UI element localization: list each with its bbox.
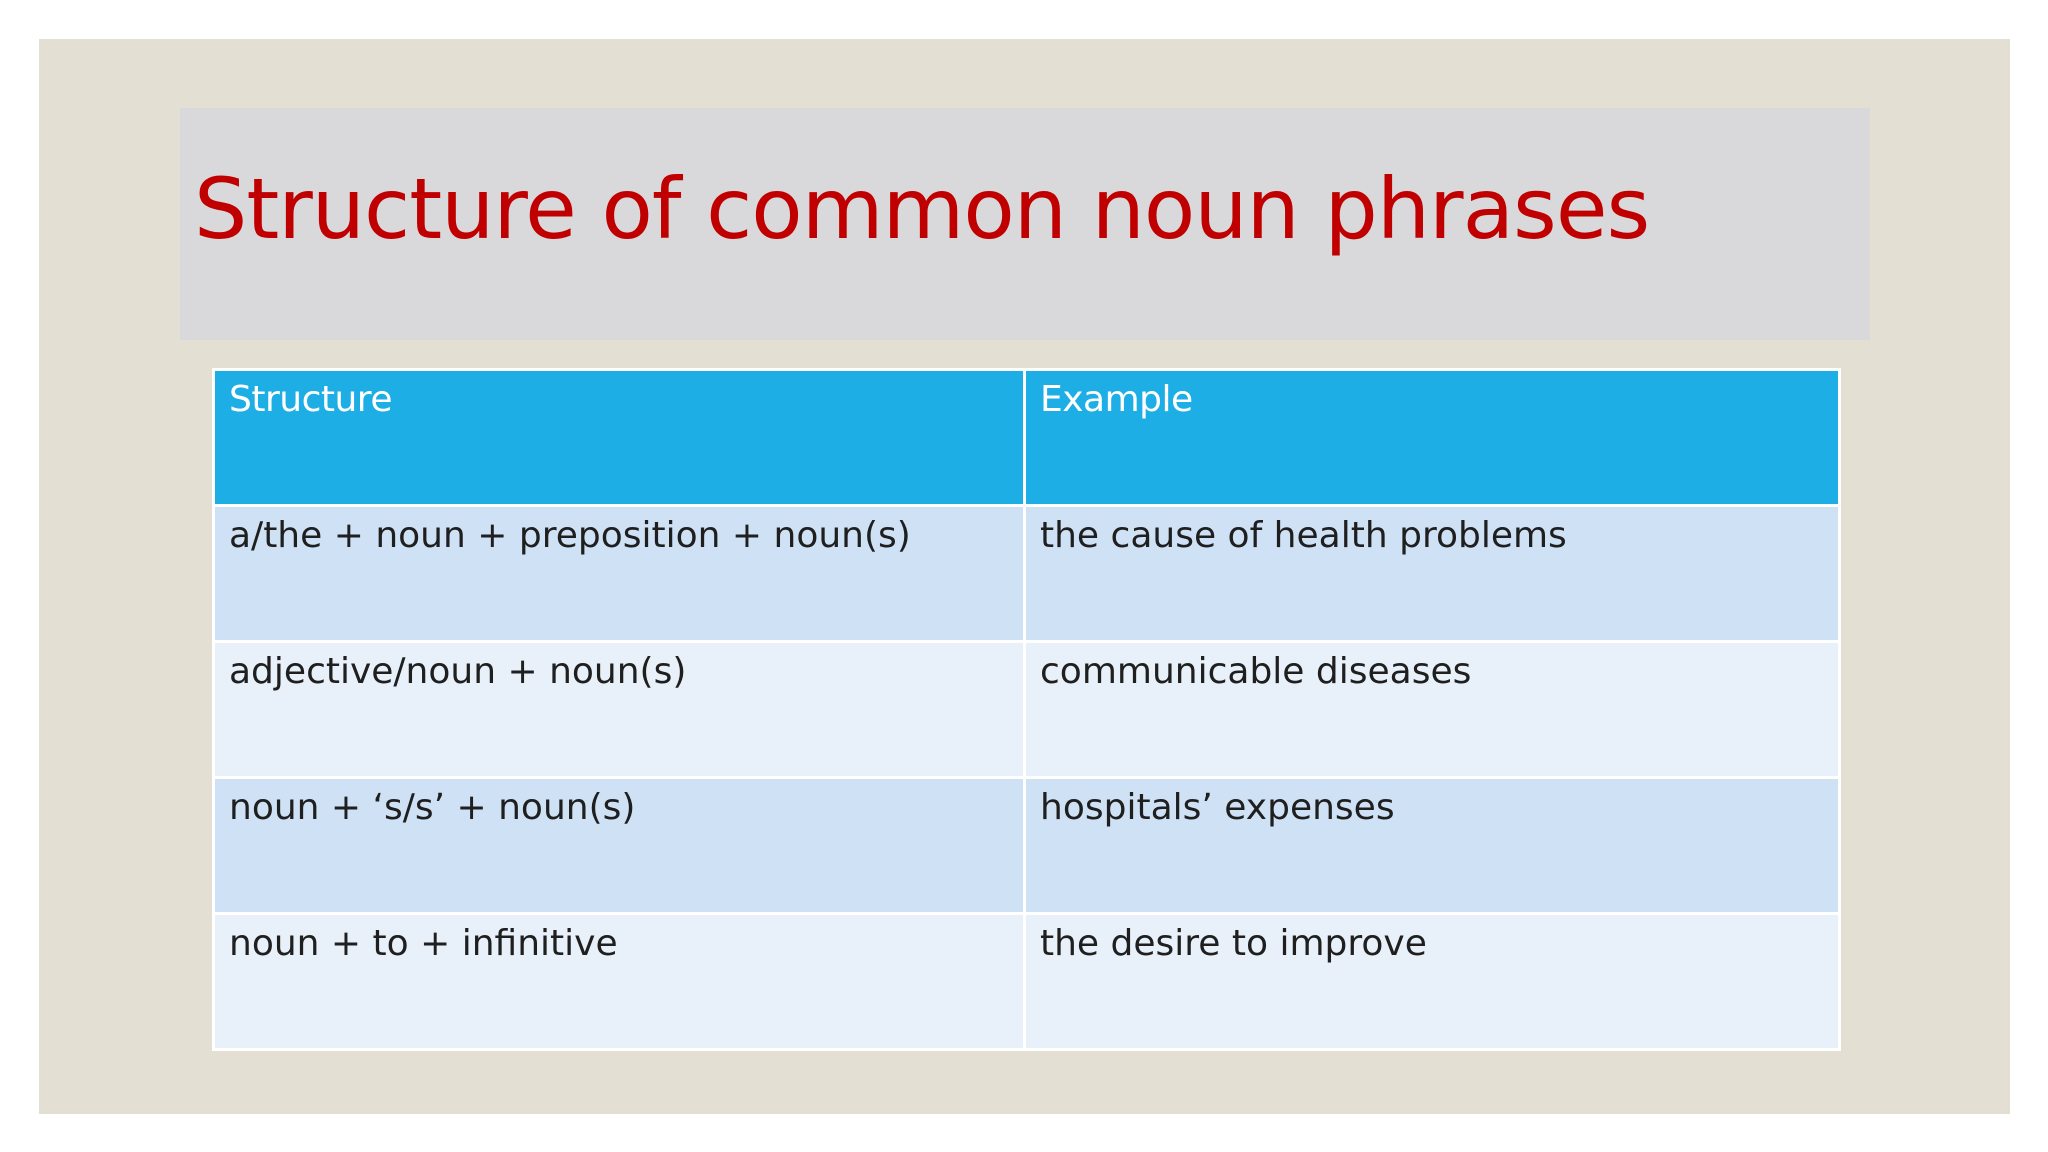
header-example: Example: [1025, 370, 1840, 506]
example-cell: hospitals’ expenses: [1025, 778, 1840, 914]
example-cell: communicable diseases: [1025, 642, 1840, 778]
structure-cell: noun + ‘s/s’ + noun(s): [214, 778, 1025, 914]
slide: [39, 39, 2010, 1114]
example-cell: the cause of health problems: [1025, 506, 1840, 642]
structure-cell: noun + to + infinitive: [214, 914, 1025, 1050]
example-cell: the desire to improve: [1025, 914, 1840, 1050]
table-row: [214, 778, 1840, 914]
title-box: [180, 108, 1870, 340]
table-row: [214, 642, 1840, 778]
table-row: [214, 506, 1840, 642]
structure-cell: a/the + noun + preposition + noun(s): [214, 506, 1025, 642]
table-header-row: [214, 370, 1840, 506]
structure-cell: adjective/noun + noun(s): [214, 642, 1025, 778]
slide-title: Structure of common noun phrases: [194, 160, 1650, 258]
table-row: [214, 914, 1840, 1050]
header-structure: Structure: [214, 370, 1025, 506]
noun-phrase-table: [212, 368, 1841, 1051]
